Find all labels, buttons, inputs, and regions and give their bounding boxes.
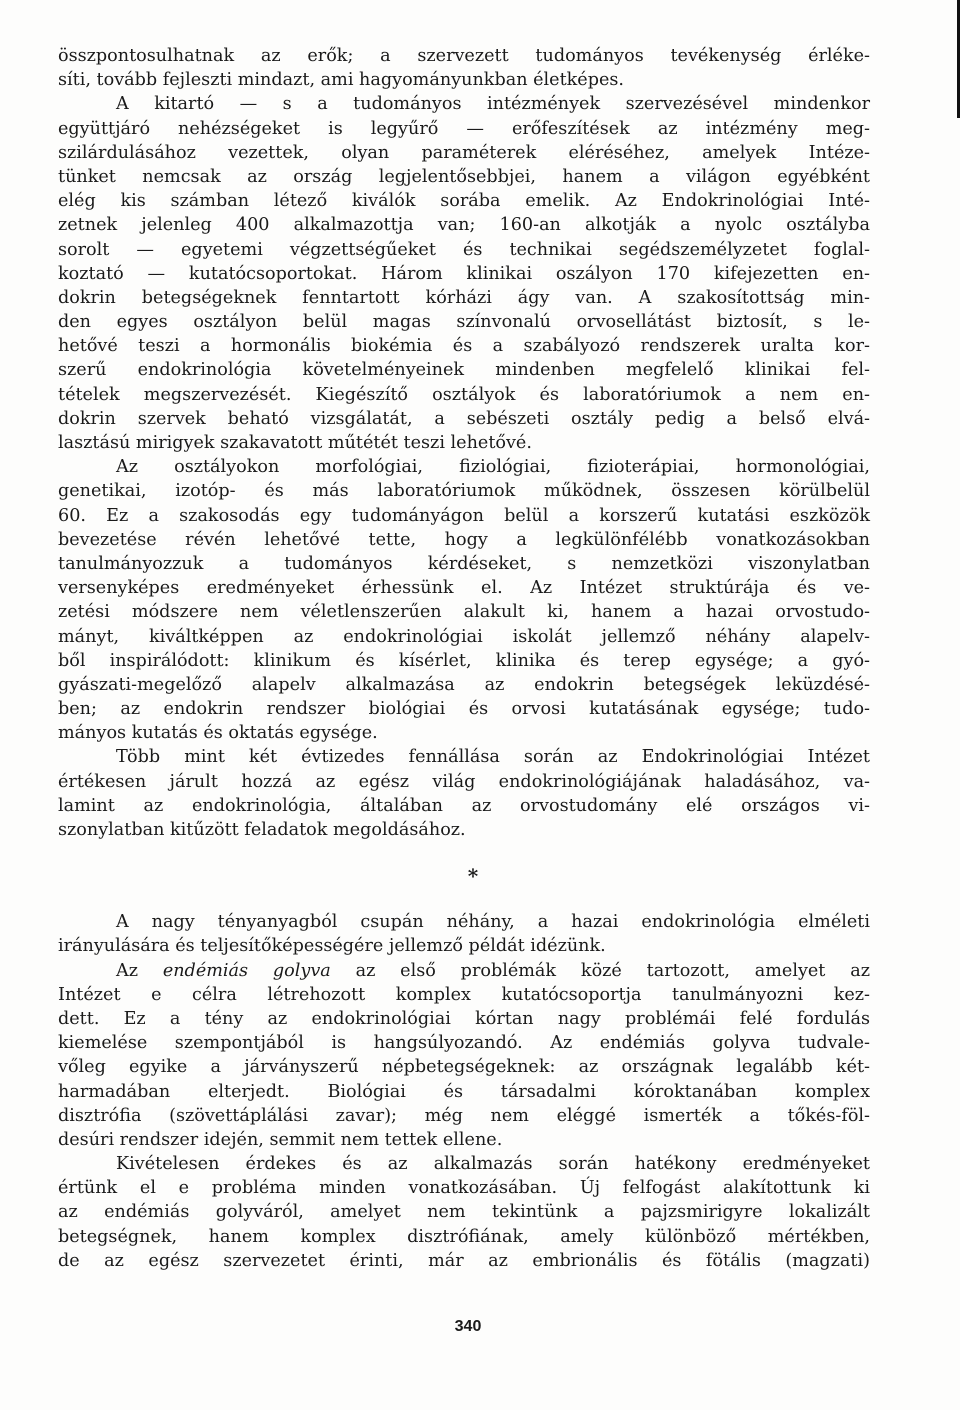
text-line: értékesen járult hozzá az egész világ endokrinológiájának haladásához, va- [58,771,870,792]
paragraph [58,44,870,92]
paragraph [58,455,870,745]
text-line: gyászati-megelőző alapelv alkalmazása az endokrin betegségek leküzdésé- [58,674,870,695]
text-line: tanulmányozzuk a tudományos kérdéseket, s nemzetközi viszonylatban [58,553,870,574]
text-line: A kitartó — s a tudományos intézmények szervezésével mindenkor [116,94,870,115]
text-line: sorolt — egyetemi végzettségűeket és technikai segédszemélyzetet foglal- [58,239,870,260]
text-line: versenyképes eredményeket érhessünk el. Az Intézet struktúrája és ve- [58,578,870,599]
text-line: vőleg egyike a járványszerű népbetegségeknek: az országnak legalább két- [58,1057,870,1078]
text-line: tételek megszervezését. Kiegészítő osztályok és laboratóriumok a nem en- [58,384,870,405]
text-line: zetési módszere nem véletlenszerűen alakult ki, hanem a hazai orvostudo- [58,602,870,623]
section-separator: * [467,864,479,889]
section-gap [58,842,870,856]
text-line: disztrófia (szövettáplálási zavar); még nem eléggé ismerték a tőkés-föl- [58,1105,870,1126]
text-line: Intézet e célra létrehozott komplex kutatócsoportja tanulmányozni kez- [58,984,870,1005]
text-line: szerű endokrinológia követelményeinek mindenben megfelelő klinikai fel- [58,360,870,381]
text-line: síti, tovább fejleszti mindazt, ami hagyományunkban életképes. [58,70,625,91]
paragraph [58,92,870,455]
text-line: lamint az endokrinológia, általában az orvostudomány elé országos vi- [58,795,870,816]
text-line: de az egész szervezetet érinti, már az embrionális és fötális (magzati) [58,1250,870,1271]
text-line: koztató — kutatócsoportokat. Három klinikai oszályon 170 kifejezetten en- [58,263,870,284]
text-line: betegségnek, hanem komplex disztrófiának, amely különböző mértékben, [58,1226,870,1247]
text-line: ből inspirálódott: klinikum és kísérlet, klinika és terep egysége; a gyó- [58,650,870,671]
text-line: összpontosulhatnak az erők; a szervezett tudományos tevékenység érléke- [58,46,870,66]
text-line: Az osztályokon morfológiai, fiziológiai, fizioterápiai, hormonológiai, [116,457,870,478]
text-line: genetikai, izotóp- és más laboratóriumok működnek, összesen körülbelül [58,481,870,502]
text-line: szilárdulásához vezettek, olyan paraméterek eléréséhez, amelyek Intéze- [58,142,870,163]
text-fragment: az első problémák közé tartozott, amelyet az [330,960,870,981]
text-line: kiemelése szempontjából is hangsúlyozandó. Az endémiás golyva tudvale- [58,1033,870,1054]
text-line: bevezetése révén lehetővé tette, hogy a legkülönfélébb vonatkozásokban [58,529,870,550]
text-line: szonylatban kitűzött feladatok megoldásához. [58,820,466,840]
text-line: Több mint két évtizedes fennállása során az Endokrinológiai Intézet [116,747,870,768]
text-line: elég kis számban létező kiválók sorába emelik. Az Endokrinológiai Inté- [58,191,870,212]
text-line: desúri rendszer idején, semmit nem tettek ellene. [58,1129,503,1150]
paragraph [58,1152,870,1273]
text-line: értünk el e probléma minden vonatkozásában. Új felfogást alakítottunk ki [58,1178,870,1199]
text-line: dokrin betegségeknek fenntartott kórházi ágy van. A szakosítottság min- [58,287,870,308]
paragraph [58,910,870,958]
text-line: irányulására és teljesítőképességére jellemző példát idézünk. [58,936,606,957]
text-line: együttjáró nehézségeket is legyűrő — erőfeszítések az intézmény meg- [58,118,870,139]
text-line: 60. Ez a szakosodás egy tudományágon belül a korszerű kutatási eszközök [58,505,870,526]
text-line: lasztású mirigyek szakavatott műtétét teszi lehetővé. [58,433,532,453]
text-line: mányos kutatás és oktatás egysége. [58,723,378,744]
text-line: harmadában elterjedt. Biológiai és társadalmi kóroktanában komplex [58,1081,870,1102]
text-line: A nagy tényanyagból csupán néhány, a hazai endokrinológia elméleti [116,912,870,933]
text-line: hetővé teszi a hormonális biokémia és a szabályozó rendszerek uralta kor- [58,336,870,357]
text-line: mányt, kiváltképpen az endokrinológiai iskolát jellemző néhány alapelv- [58,626,870,647]
section-gap [58,896,870,910]
page-number: 340 [454,1318,482,1335]
text-line: dett. Ez a tény az endokrinológiai kórtan nagy problémái felé fordulás [58,1008,870,1029]
text-fragment: Az [116,960,163,981]
text-line: den egyes osztályon belül magas színvonalú orvosellátást biztosít, s le- [58,312,870,333]
body-text [58,44,870,1273]
text-line: tünket nemcsak az ország legjelentősebbjei, hanem a világon egyébként [58,166,870,187]
text-line: zetnek jelenleg 400 alkalmazottja van; 160-an alkotják a nyolc osztályba [58,215,870,236]
text-line [58,959,870,983]
paragraph [58,745,870,842]
paragraph [58,959,870,1153]
text-line: ben; az endokrin rendszer biológiai és orvosi kutatásának egysége; tudo- [58,699,870,720]
text-line: dokrin szervek beható vizsgálatát, a sebészeti osztály pedig a belső elvá- [58,408,870,429]
text-line: Kivételesen érdekes és az alkalmazás során hatékony eredményeket [116,1154,870,1175]
text-line: az endémiás golyváról, amelyet nem tekintünk a pajzsmirigyre lokalizált [58,1202,870,1223]
italic-term: endémiás golyva [162,960,331,981]
